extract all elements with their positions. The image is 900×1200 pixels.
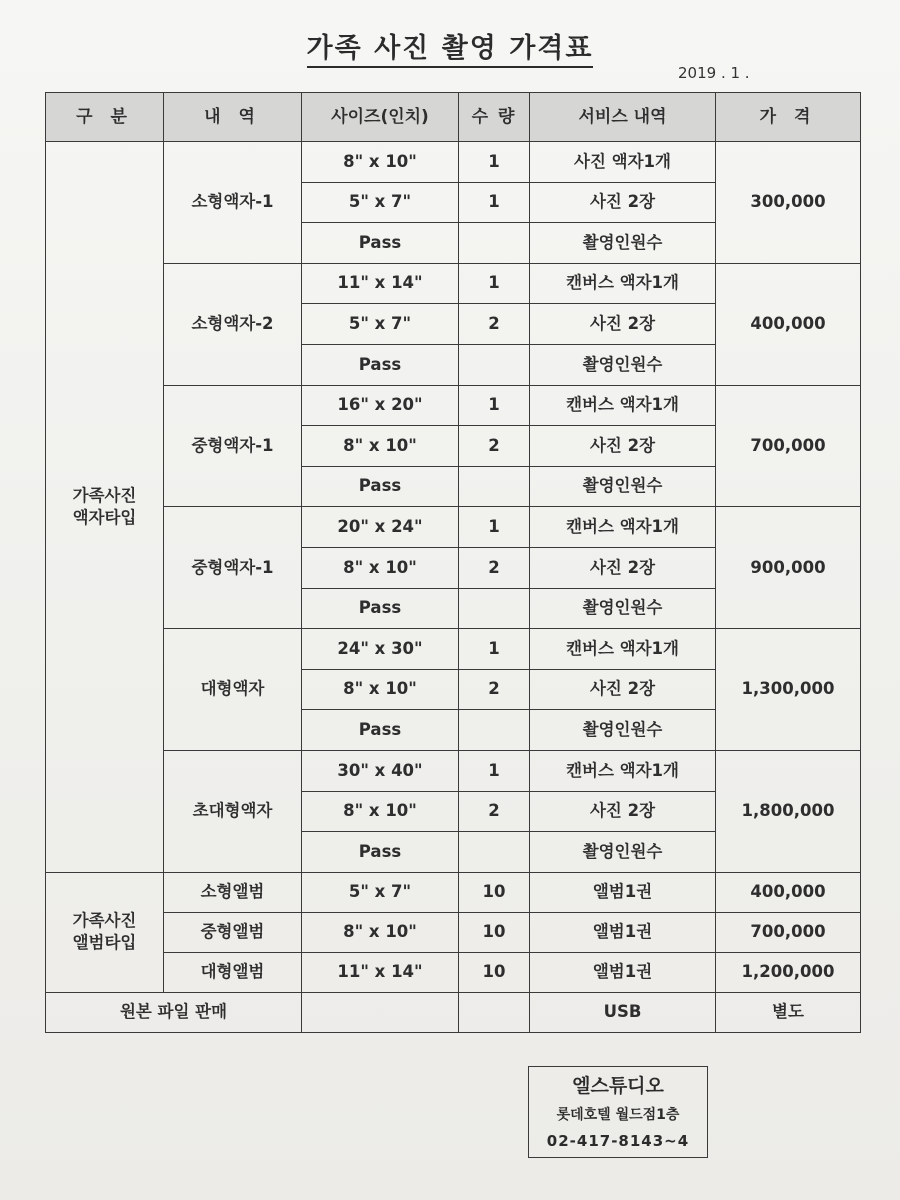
- package-price: 900,000: [716, 507, 861, 629]
- original-price: 별도: [716, 992, 861, 1032]
- service-cell: 촬영인원수: [530, 588, 716, 629]
- service-cell: 사진 2장: [530, 304, 716, 345]
- package-price: 1,800,000: [716, 750, 861, 872]
- table-row: [46, 912, 861, 952]
- package-name: 소형액자-2: [164, 263, 302, 385]
- size-cell: 8" x 10": [302, 426, 459, 467]
- qty-cell: 1: [459, 385, 530, 426]
- qty-cell: 1: [459, 750, 530, 791]
- package-name: 소형액자-1: [164, 142, 302, 264]
- issue-date: 2019 . 1 .: [678, 64, 750, 82]
- size-cell: Pass: [302, 344, 459, 385]
- size-cell: Pass: [302, 223, 459, 264]
- qty-cell: 2: [459, 426, 530, 467]
- service-cell: 캔버스 액자1개: [530, 507, 716, 548]
- service-cell: 사진 2장: [530, 669, 716, 710]
- service-cell: 촬영인원수: [530, 223, 716, 264]
- size-cell: Pass: [302, 832, 459, 873]
- size-cell: 5" x 7": [302, 182, 459, 223]
- price-table: [45, 92, 861, 1033]
- size-cell: 24" x 30": [302, 629, 459, 670]
- service-cell: 앨범1권: [530, 872, 716, 912]
- service-cell: 촬영인원수: [530, 466, 716, 507]
- category-album: 가족사진 앨범타입: [46, 872, 164, 992]
- qty-cell: [459, 832, 530, 873]
- header-row: [46, 93, 861, 142]
- qty-cell: 2: [459, 304, 530, 345]
- studio-address: 롯데호텔 월드점1층: [556, 1107, 680, 1123]
- size-cell: 20" x 24": [302, 507, 459, 548]
- size-cell: 11" x 14": [302, 952, 459, 992]
- studio-phone: 02-417-8143~4: [546, 1132, 690, 1150]
- qty-cell: 2: [459, 547, 530, 588]
- studio-name: 엘스튜디오: [572, 1075, 664, 1097]
- service-cell: 촬영인원수: [530, 710, 716, 751]
- package-name: 중형액자-1: [164, 385, 302, 507]
- header-item: 내 역: [164, 93, 302, 142]
- qty-cell: 2: [459, 669, 530, 710]
- table-row: [46, 385, 861, 426]
- qty-cell: 1: [459, 182, 530, 223]
- service-cell: 사진 액자1개: [530, 142, 716, 183]
- qty-cell: 1: [459, 629, 530, 670]
- service-cell: 사진 2장: [530, 182, 716, 223]
- size-cell: Pass: [302, 466, 459, 507]
- table-row: [46, 952, 861, 992]
- album-name: 대형앨범: [164, 952, 302, 992]
- album-price: 1,200,000: [716, 952, 861, 992]
- size-cell: 30" x 40": [302, 750, 459, 791]
- package-price: 1,300,000: [716, 629, 861, 751]
- service-cell: 캔버스 액자1개: [530, 629, 716, 670]
- package-name: 대형액자: [164, 629, 302, 751]
- table-row: [46, 142, 861, 183]
- qty-cell: 2: [459, 791, 530, 832]
- size-cell: Pass: [302, 588, 459, 629]
- size-cell: [302, 992, 459, 1032]
- service-cell: 캔버스 액자1개: [530, 385, 716, 426]
- size-cell: 8" x 10": [302, 142, 459, 183]
- service-cell: 캔버스 액자1개: [530, 750, 716, 791]
- package-price: 400,000: [716, 263, 861, 385]
- size-cell: 16" x 20": [302, 385, 459, 426]
- category-frame: 가족사진 액자타입: [46, 142, 164, 873]
- qty-cell: [459, 710, 530, 751]
- size-cell: 11" x 14": [302, 263, 459, 304]
- package-name: 중형액자-1: [164, 507, 302, 629]
- album-name: 소형앨범: [164, 872, 302, 912]
- size-cell: 8" x 10": [302, 912, 459, 952]
- header-price: 가 격: [716, 93, 861, 142]
- size-cell: 8" x 10": [302, 547, 459, 588]
- qty-cell: [459, 223, 530, 264]
- qty-cell: [459, 992, 530, 1032]
- header-size: 사이즈(인치): [302, 93, 459, 142]
- table-row: [46, 872, 861, 912]
- size-cell: 8" x 10": [302, 791, 459, 832]
- album-name: 중형앨범: [164, 912, 302, 952]
- album-price: 700,000: [716, 912, 861, 952]
- header-qty: 수 량: [459, 93, 530, 142]
- qty-cell: 1: [459, 263, 530, 304]
- table-row: [46, 750, 861, 791]
- table-row: [46, 629, 861, 670]
- service-cell: 앨범1권: [530, 952, 716, 992]
- qty-cell: [459, 466, 530, 507]
- table-row: [46, 992, 861, 1032]
- size-cell: 5" x 7": [302, 872, 459, 912]
- qty-cell: 10: [459, 912, 530, 952]
- service-cell: USB: [530, 992, 716, 1032]
- size-cell: 5" x 7": [302, 304, 459, 345]
- table-row: [46, 263, 861, 304]
- header-category: 구 분: [46, 93, 164, 142]
- original-file-label: 원본 파일 판매: [46, 992, 302, 1032]
- size-cell: Pass: [302, 710, 459, 751]
- album-price: 400,000: [716, 872, 861, 912]
- studio-stamp: [528, 1066, 708, 1158]
- package-name: 초대형액자: [164, 750, 302, 872]
- qty-cell: [459, 344, 530, 385]
- package-price: 300,000: [716, 142, 861, 264]
- service-cell: 사진 2장: [530, 791, 716, 832]
- package-price: 700,000: [716, 385, 861, 507]
- service-cell: 캔버스 액자1개: [530, 263, 716, 304]
- service-cell: 촬영인원수: [530, 344, 716, 385]
- qty-cell: [459, 588, 530, 629]
- service-cell: 사진 2장: [530, 547, 716, 588]
- table-row: [46, 507, 861, 548]
- qty-cell: 10: [459, 872, 530, 912]
- qty-cell: 10: [459, 952, 530, 992]
- service-cell: 사진 2장: [530, 426, 716, 467]
- size-cell: 8" x 10": [302, 669, 459, 710]
- service-cell: 앨범1권: [530, 912, 716, 952]
- qty-cell: 1: [459, 142, 530, 183]
- page-title: 가족 사진 촬영 가격표: [0, 26, 900, 65]
- qty-cell: 1: [459, 507, 530, 548]
- service-cell: 촬영인원수: [530, 832, 716, 873]
- header-service: 서비스 내역: [530, 93, 716, 142]
